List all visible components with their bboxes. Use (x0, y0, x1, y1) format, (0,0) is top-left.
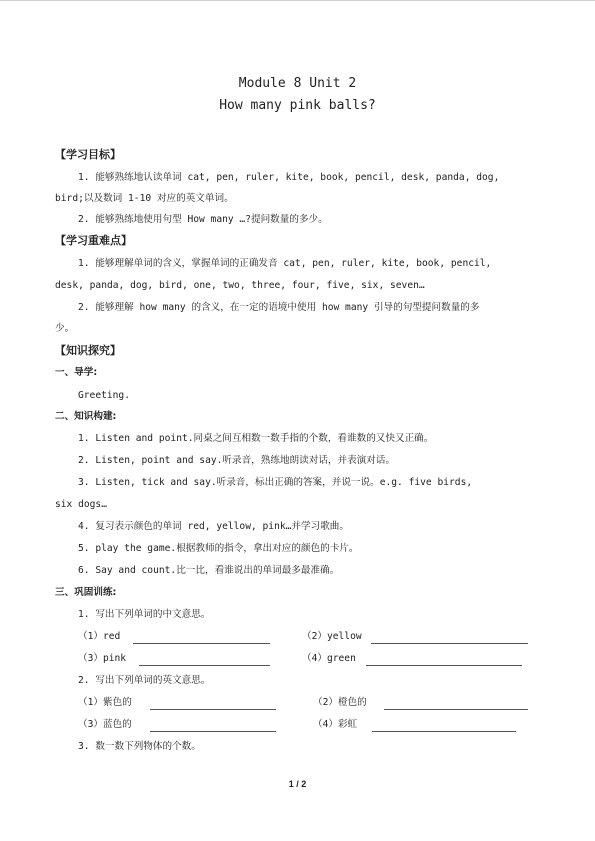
goals-heading: 【学习目标】 (55, 148, 121, 161)
key-points-item-2a: 2. 能够理解 how many 的含义，在一定的语境中使用 how many 引导的句型提问数量的多 (78, 302, 480, 313)
q2-item-blue: （3）蓝色的 (78, 719, 132, 730)
document-subtitle: How many pink balls? (219, 98, 376, 113)
q2-item-orange: （2）橙色的 (313, 697, 367, 708)
practice-q3: 3. 数一数下列物体的个数。 (78, 741, 201, 752)
intro-text: Greeting. (78, 390, 130, 401)
key-points-item-1b: desk, panda, dog, bird, one, two, three, four, five, six, seven… (55, 280, 425, 291)
q1-answer-blank[interactable] (133, 643, 270, 644)
goals-item-1b: bird;以及数词 1-10 对应的英文单词。 (55, 193, 234, 204)
document-title: Module 8 Unit 2 (238, 76, 357, 91)
practice-heading: 三、巩固训练: (55, 587, 117, 598)
goals-item-1a: 1. 能够熟练地认读单词 cat, pen, ruler, kite, book, pencil, desk, panda, dog, (78, 172, 500, 183)
q2-item-rainbow: （4）彩虹 (313, 719, 358, 730)
build-item-5: 5. play the game.根据教师的指令，拿出对应的颜色的卡片。 (78, 543, 359, 554)
key-points-item-1a: 1. 能够理解单词的含义，掌握单词的正确发音 cat, pen, ruler, kite, book, pencil, (78, 258, 492, 269)
q1-item-red: （1）red (78, 631, 121, 642)
q2-answer-blank[interactable] (372, 731, 516, 732)
build-item-1: 1. Listen and point.同桌之间互相数一数手指的个数，看谁数的又快又正确。 (78, 433, 434, 444)
q1-item-green: （4）green (302, 653, 356, 664)
key-points-item-2b: 少。 (55, 323, 75, 334)
build-heading: 二、知识构建: (55, 411, 117, 422)
build-item-3b: six dogs… (55, 499, 107, 510)
intro-heading: 一、导学: (55, 367, 98, 378)
build-item-4: 4. 复习表示颜色的单词 red, yellow, pink…并学习歌曲。 (78, 521, 349, 532)
goals-item-2: 2. 能够熟练地使用句型 How many …?提问数量的多少。 (78, 214, 328, 225)
q1-item-yellow: （2）yellow (302, 631, 362, 642)
practice-q1: 1. 写出下列单词的中文意思。 (78, 609, 211, 620)
build-item-3a: 3. Listen, tick and say.听录音，标出正确的答案，并说一说。e.g. five birds, (78, 477, 473, 488)
key-points-heading: 【学习重难点】 (55, 234, 132, 247)
q2-answer-blank[interactable] (150, 731, 276, 732)
build-item-2: 2. Listen, point and say.听录音，熟练地朗读对话，并表演对话。 (78, 455, 396, 466)
q1-answer-blank[interactable] (366, 665, 522, 666)
build-item-6: 6. Say and count.比一比，看谁说出的单词最多最准确。 (78, 565, 340, 576)
page-number: 1 / 2 (288, 779, 307, 789)
q2-item-purple: （1）紫色的 (78, 697, 132, 708)
q1-item-pink: （3）pink (78, 653, 127, 664)
practice-q2: 2. 写出下列单词的英文意思。 (78, 675, 211, 686)
page-top-rule (0, 0, 595, 1)
q1-answer-blank[interactable] (139, 665, 270, 666)
q1-answer-blank[interactable] (371, 643, 528, 644)
q2-answer-blank[interactable] (150, 709, 276, 710)
q2-answer-blank[interactable] (384, 709, 528, 710)
explore-heading: 【知识探究】 (55, 344, 121, 357)
